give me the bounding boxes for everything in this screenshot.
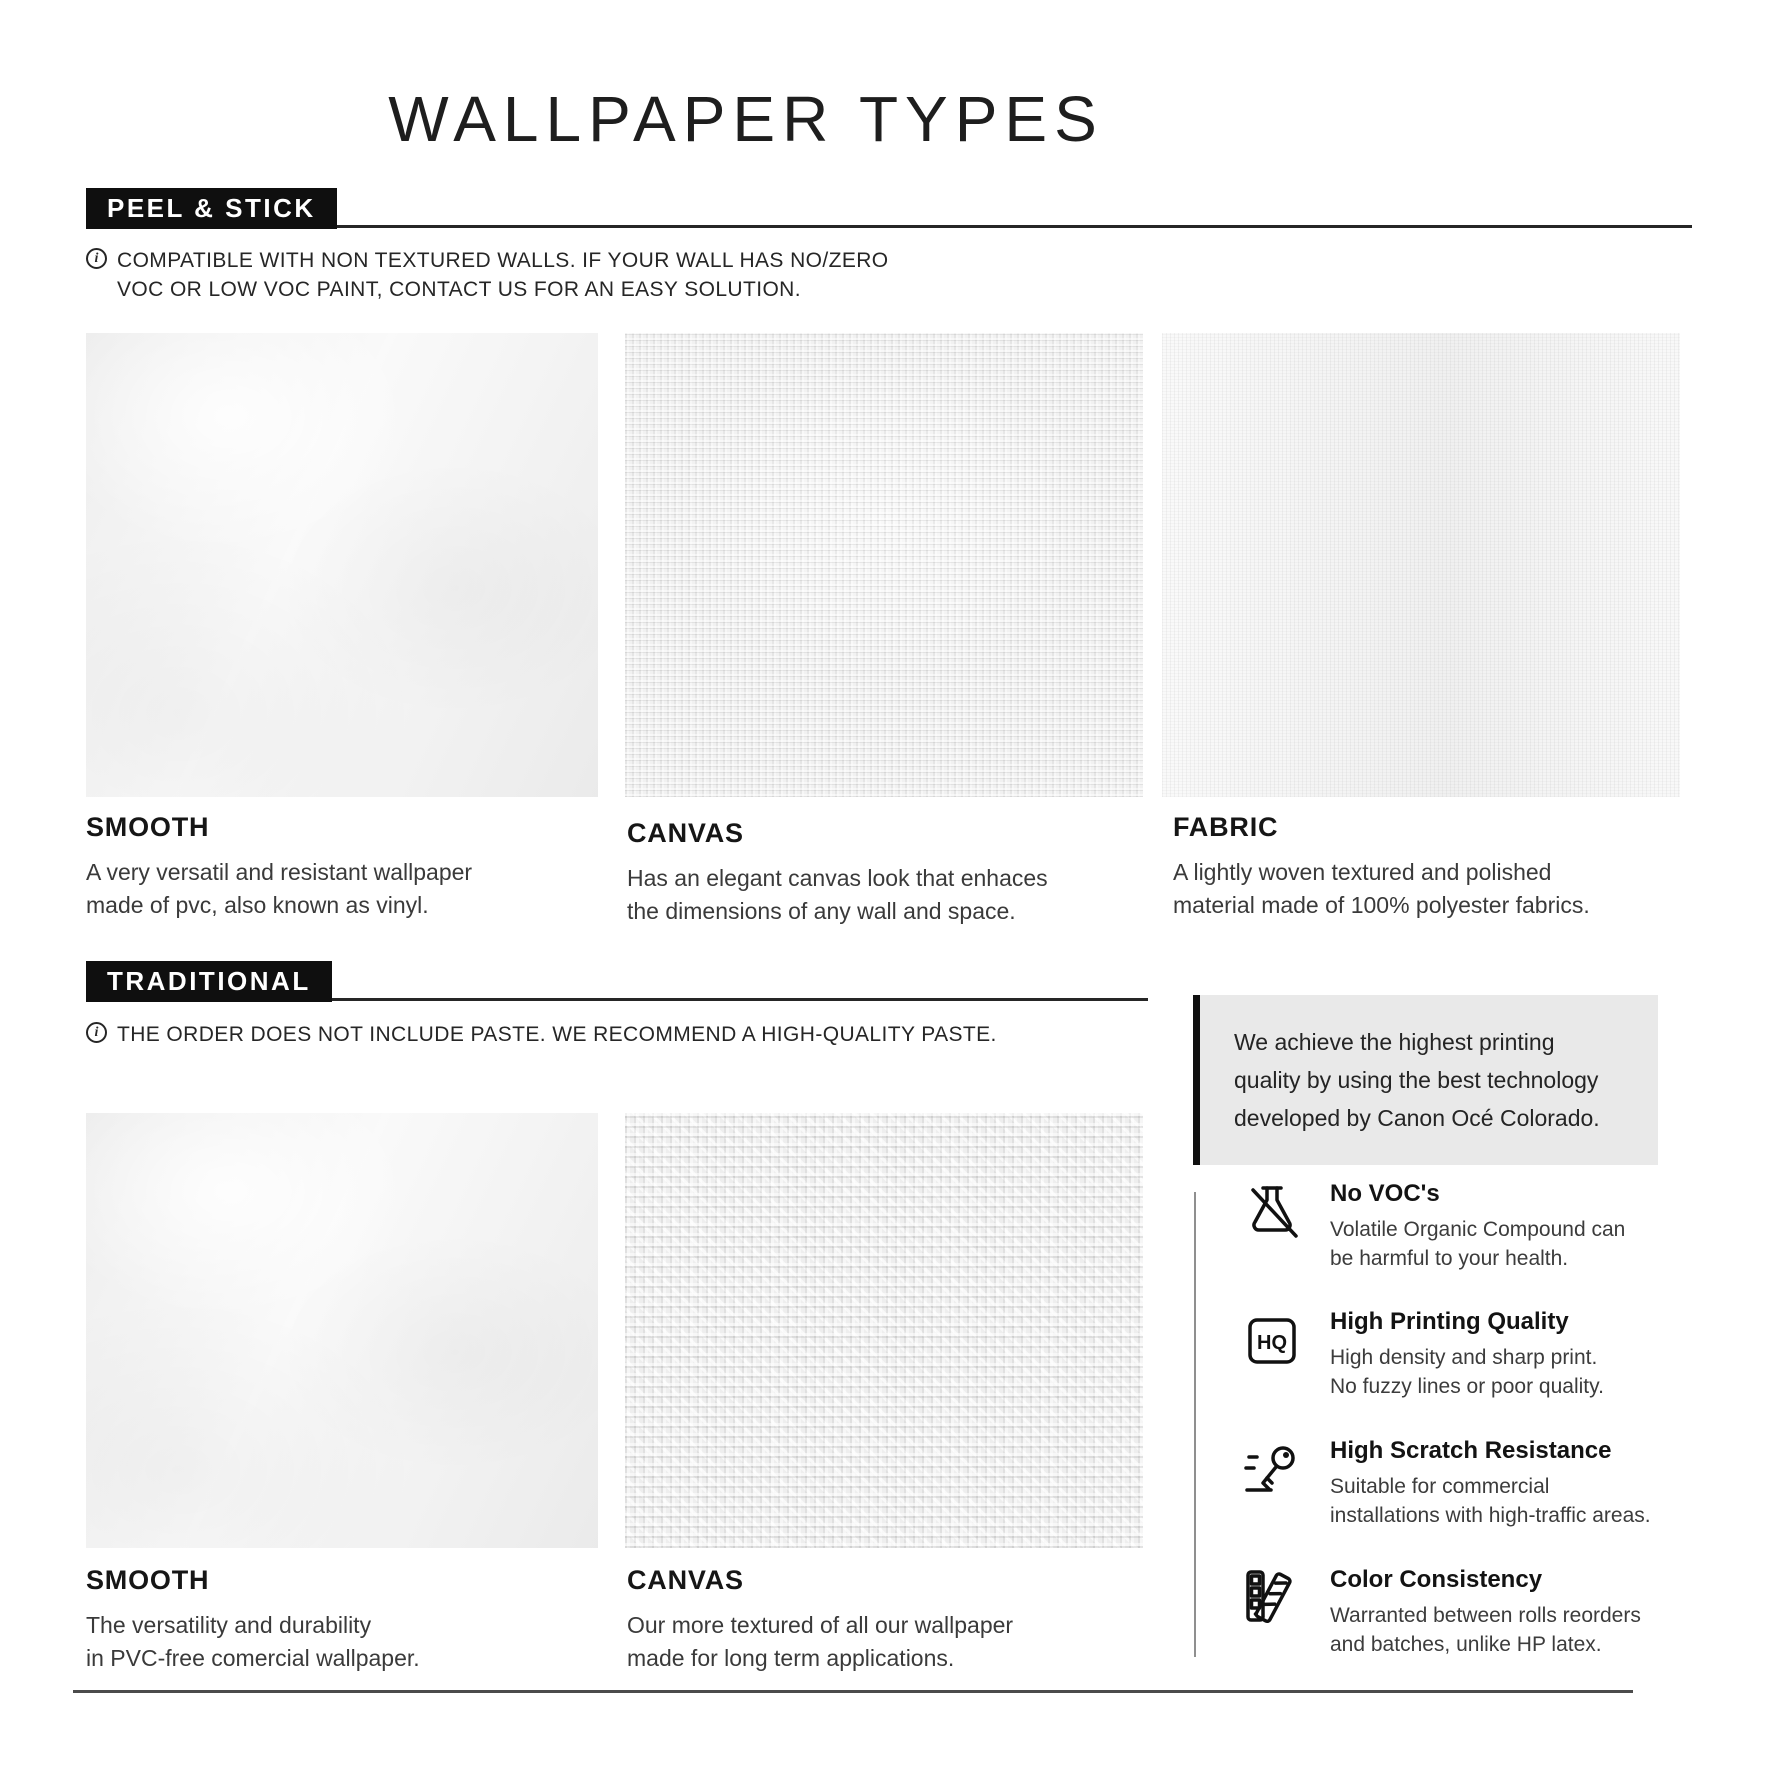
- swatch-description: in PVC-free comercial wallpaper.: [86, 1645, 420, 1671]
- note-line: VOC OR LOW VOC PAINT, CONTACT US FOR AN EASY SOLUTION.: [117, 278, 801, 301]
- feature-text: [1330, 1566, 1641, 1659]
- feature-description: Volatile Organic Compound can: [1330, 1218, 1626, 1241]
- caption-traditional-canvas: [627, 1565, 1147, 1675]
- feature-description: be harmful to your health.: [1330, 1247, 1569, 1270]
- traditional-note: [86, 1020, 997, 1049]
- feature-color-consistency: [1240, 1566, 1680, 1659]
- note-line: COMPATIBLE WITH NON TEXTURED WALLS. IF YOUR WALL HAS NO/ZERO: [117, 249, 889, 272]
- feature-title: Color Consistency: [1330, 1566, 1543, 1593]
- swatch-description: the dimensions of any wall and space.: [627, 898, 1016, 924]
- feature-description: and batches, unlike HP latex.: [1330, 1633, 1602, 1656]
- swatch-description: made of pvc, also known as vinyl.: [86, 892, 429, 918]
- feature-description: Suitable for commercial: [1330, 1475, 1550, 1498]
- swatch-description: made for long term applications.: [627, 1645, 955, 1671]
- feature-high-printing-quality: [1240, 1308, 1680, 1401]
- swatch-title: SMOOTH: [86, 812, 210, 842]
- quality-box-accent-bar: [1193, 995, 1200, 1165]
- swatch-title: FABRIC: [1173, 812, 1279, 842]
- swatch-title: CANVAS: [627, 818, 744, 848]
- quality-statement-line: developed by Canon Océ Colorado.: [1234, 1105, 1600, 1131]
- section-label-peel-stick: PEEL & STICK: [86, 188, 337, 229]
- page-title: WALLPAPER TYPES: [388, 83, 1104, 155]
- section-label-traditional: TRADITIONAL: [86, 961, 332, 1002]
- feature-text: [1330, 1437, 1651, 1530]
- swatch-description: A very versatil and resistant wallpaper: [86, 859, 473, 885]
- feature-high-scratch-resistance: [1240, 1437, 1680, 1530]
- caption-peel-canvas: [627, 818, 1137, 928]
- swatch-traditional-smooth: [86, 1113, 598, 1548]
- feature-no-voc: [1240, 1180, 1680, 1273]
- hq-badge-icon: [1240, 1308, 1304, 1372]
- peel-stick-note-text: [117, 246, 889, 304]
- traditional-note-text: [117, 1020, 997, 1049]
- quality-statement-line: We achieve the highest printing: [1234, 1029, 1555, 1055]
- feature-text: [1330, 1308, 1604, 1401]
- bottom-rule: [73, 1690, 1633, 1693]
- caption-traditional-smooth: [86, 1565, 576, 1675]
- feature-description: No fuzzy lines or poor quality.: [1330, 1375, 1604, 1398]
- scratch-key-icon: [1240, 1437, 1304, 1501]
- peel-stick-note: [86, 246, 889, 304]
- caption-peel-smooth: [86, 812, 576, 922]
- swatch-description: A lightly woven textured and polished: [1173, 859, 1552, 885]
- quality-statement-box: [1200, 995, 1658, 1165]
- swatch-description: Our more textured of all our wallpaper: [627, 1612, 1014, 1638]
- feature-description: installations with high-traffic areas.: [1330, 1504, 1651, 1527]
- no-voc-flask-icon: [1240, 1180, 1304, 1244]
- note-line: THE ORDER DOES NOT INCLUDE PASTE. WE RECOMMEND A HIGH-QUALITY PASTE.: [117, 1023, 997, 1046]
- swatch-peel-smooth: [86, 333, 598, 797]
- quality-statement-line: quality by using the best technology: [1234, 1067, 1599, 1093]
- features-divider-line: [1194, 1192, 1196, 1657]
- feature-text: [1330, 1180, 1625, 1273]
- info-icon: i: [86, 1022, 107, 1043]
- swatch-peel-canvas: [625, 333, 1143, 797]
- swatch-description: Has an elegant canvas look that enhaces: [627, 865, 1048, 891]
- swatch-title: CANVAS: [627, 1565, 744, 1595]
- swatch-peel-fabric: [1162, 333, 1680, 797]
- color-swatches-icon: [1240, 1566, 1304, 1630]
- swatch-traditional-canvas: [625, 1113, 1143, 1548]
- swatch-description: material made of 100% polyester fabrics.: [1173, 892, 1590, 918]
- feature-title: High Scratch Resistance: [1330, 1437, 1612, 1464]
- feature-title: No VOC's: [1330, 1180, 1440, 1207]
- feature-title: High Printing Quality: [1330, 1308, 1569, 1335]
- feature-description: High density and sharp print.: [1330, 1346, 1598, 1369]
- caption-peel-fabric: [1173, 812, 1693, 922]
- svg-text:HQ: HQ: [1257, 1332, 1287, 1354]
- swatch-description: The versatility and durability: [86, 1612, 372, 1638]
- swatch-title: SMOOTH: [86, 1565, 210, 1595]
- feature-description: Warranted between rolls reorders: [1330, 1604, 1641, 1627]
- info-icon: i: [86, 248, 107, 269]
